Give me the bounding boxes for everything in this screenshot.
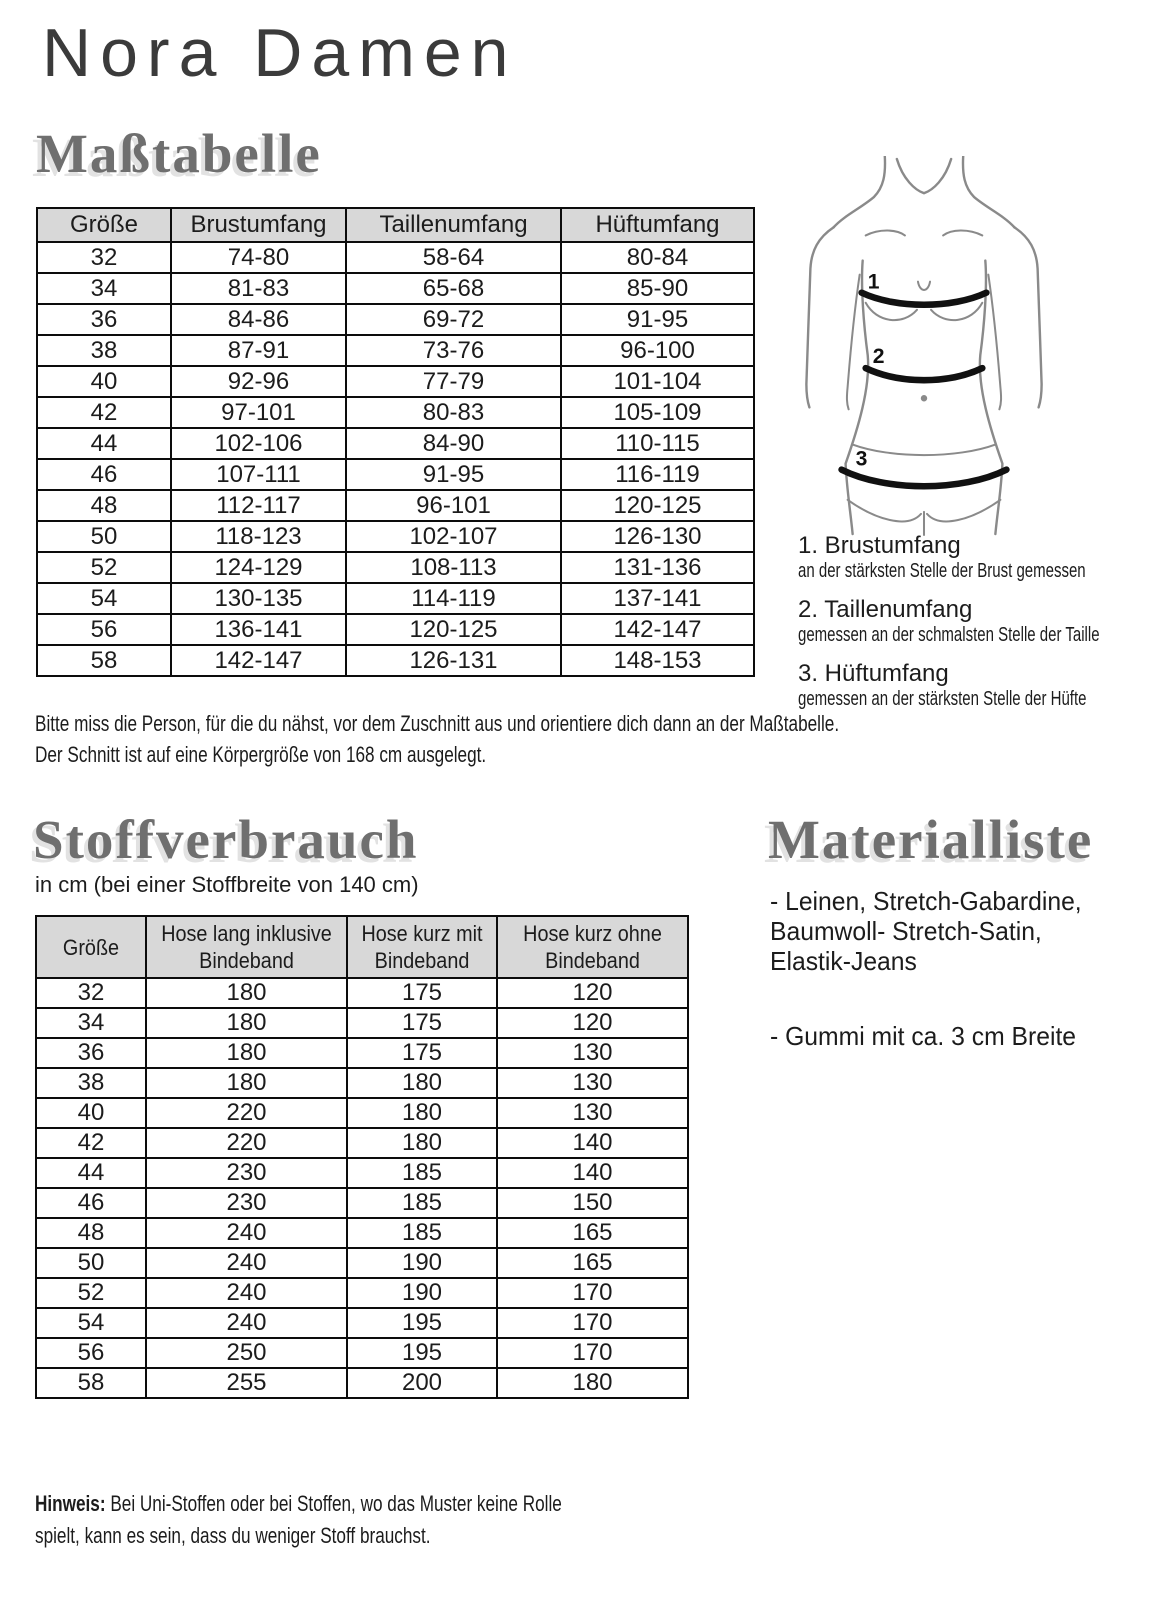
table-cell: 240 (146, 1248, 347, 1278)
table-row (37, 614, 754, 645)
table-cell: 84-90 (346, 428, 561, 459)
table-cell: 118-123 (171, 521, 346, 552)
table-cell: 230 (146, 1188, 347, 1218)
table-row (36, 1188, 688, 1218)
size-table-body (37, 242, 754, 676)
table-row (36, 1248, 688, 1278)
table-cell: 50 (36, 1248, 146, 1278)
table-cell: 170 (497, 1278, 688, 1308)
bust-band-label: 1 (867, 270, 880, 294)
size-table (36, 207, 755, 677)
column-header (146, 916, 347, 978)
table-cell: 42 (36, 1128, 146, 1158)
table-cell: 52 (36, 1278, 146, 1308)
table-row (36, 1368, 688, 1398)
table-cell: 120 (497, 978, 688, 1008)
masstabelle-heading: Maßtabelle (36, 123, 322, 184)
table-row (37, 366, 754, 397)
table-cell: 185 (347, 1188, 497, 1218)
table-row (36, 978, 688, 1008)
table-row (37, 645, 754, 676)
table-cell: 175 (347, 1038, 497, 1068)
fabric-table-head (36, 916, 688, 978)
legend-title: 1. Brustumfang (798, 532, 961, 559)
stoffverbrauch-heading: Stoffverbrauch (33, 809, 419, 870)
table-cell: 105-109 (561, 397, 754, 428)
table-cell: 124-129 (171, 552, 346, 583)
material-line: - Leinen, Stretch-Gabardine, (770, 886, 1082, 916)
material-line: Elastik-Jeans (770, 946, 917, 976)
table-cell: 116-119 (561, 459, 754, 490)
table-cell: 91-95 (561, 304, 754, 335)
table-cell: 240 (146, 1278, 347, 1308)
column-header-line: Brustumfang (190, 211, 327, 238)
table-cell: 46 (36, 1188, 146, 1218)
material-item-elastic (770, 1021, 1140, 1051)
table-row (36, 1218, 688, 1248)
table-cell: 170 (497, 1308, 688, 1338)
table-cell: 142-147 (171, 645, 346, 676)
table-row (37, 397, 754, 428)
body-measurement-figure-illustration (802, 156, 1046, 536)
fabric-hint-line (35, 1488, 562, 1520)
column-header (36, 916, 146, 978)
table-cell: 36 (37, 304, 171, 335)
column-header-line: Bindeband (545, 948, 640, 973)
table-cell: 130-135 (171, 583, 346, 614)
table-cell: 97-101 (171, 397, 346, 428)
table-cell: 130 (497, 1068, 688, 1098)
column-header (171, 208, 346, 242)
waist-band-label: 2 (872, 345, 885, 369)
table-cell: 190 (347, 1278, 497, 1308)
legend-title: 3. Hüftumfang (798, 660, 949, 687)
table-row (36, 1128, 688, 1158)
table-cell: 112-117 (171, 490, 346, 521)
fabric-hint (35, 1488, 710, 1552)
table-row (37, 242, 754, 273)
table-cell: 87-91 (171, 335, 346, 366)
table-cell: 180 (347, 1098, 497, 1128)
table-cell: 73-76 (346, 335, 561, 366)
table-row (37, 583, 754, 614)
table-cell: 58-64 (346, 242, 561, 273)
table-cell: 165 (497, 1248, 688, 1278)
table-cell: 32 (36, 978, 146, 1008)
table-cell: 175 (347, 978, 497, 1008)
table-cell: 52 (37, 552, 171, 583)
table-row (37, 459, 754, 490)
column-header (346, 208, 561, 242)
table-cell: 42 (37, 397, 171, 428)
table-cell: 240 (146, 1218, 347, 1248)
table-cell: 56 (36, 1338, 146, 1368)
table-cell: 50 (37, 521, 171, 552)
table-cell: 56 (37, 614, 171, 645)
table-cell: 48 (36, 1218, 146, 1248)
table-cell: 74-80 (171, 242, 346, 273)
material-list (770, 886, 1140, 1051)
material-line: Baumwoll- Stretch-Satin, (770, 916, 1042, 946)
column-header-line: Größe (69, 211, 138, 238)
table-cell: 137-141 (561, 583, 754, 614)
table-cell: 114-119 (346, 583, 561, 614)
table-row (36, 1008, 688, 1038)
fabric-hint-label: Hinweis: (35, 1491, 106, 1516)
table-cell: 108-113 (346, 552, 561, 583)
table-cell: 44 (36, 1158, 146, 1188)
table-cell: 40 (37, 366, 171, 397)
table-cell: 250 (146, 1338, 347, 1368)
table-cell: 58 (36, 1368, 146, 1398)
table-cell: 77-79 (346, 366, 561, 397)
table-cell: 180 (146, 1068, 347, 1098)
table-cell: 130 (497, 1098, 688, 1128)
table-cell: 84-86 (171, 304, 346, 335)
table-row (37, 552, 754, 583)
fabric-consumption-table (35, 915, 689, 1399)
fabric-table-body (36, 978, 688, 1398)
table-row (37, 304, 754, 335)
table-cell: 180 (146, 1038, 347, 1068)
legend-desc: gemessen an der schmalsten Stelle der Taille (798, 624, 1100, 646)
table-cell: 102-107 (346, 521, 561, 552)
table-cell: 180 (347, 1128, 497, 1158)
table-row (36, 1278, 688, 1308)
legend-desc: an der stärksten Stelle der Brust gemessen (798, 560, 1086, 582)
table-cell: 185 (347, 1158, 497, 1188)
fabric-hint-line: spielt, kann es sein, dass du weniger Stoff brauchst. (35, 1523, 431, 1548)
table-cell: 220 (146, 1128, 347, 1158)
column-header (347, 916, 497, 978)
table-cell: 165 (497, 1218, 688, 1248)
table-cell: 170 (497, 1338, 688, 1368)
hip-band-label: 3 (855, 447, 868, 471)
column-header (37, 208, 171, 242)
table-cell: 40 (36, 1098, 146, 1128)
table-cell: 54 (36, 1308, 146, 1338)
table-cell: 130 (497, 1038, 688, 1068)
table-row (36, 1158, 688, 1188)
column-header-line: Größe (62, 934, 120, 960)
table-cell: 180 (146, 978, 347, 1008)
size-table-head (37, 208, 754, 242)
table-cell: 80-84 (561, 242, 754, 273)
table-cell: 136-141 (171, 614, 346, 645)
table-cell: 185 (347, 1218, 497, 1248)
table-row (37, 335, 754, 366)
fabric-hint-text: Bei Uni-Stoffen oder bei Stoffen, wo das Muster keine Rolle (105, 1491, 562, 1516)
column-header (497, 916, 688, 978)
stoffverbrauch-subtitle: in cm (bei einer Stoffbreite von 140 cm) (35, 872, 419, 897)
legend-item-bust (798, 531, 1149, 582)
header-row (36, 916, 688, 978)
table-cell: 190 (347, 1248, 497, 1278)
table-cell: 120-125 (346, 614, 561, 645)
measuring-note-line: Der Schnitt ist auf eine Körpergröße von 168 cm ausgelegt. (35, 742, 487, 767)
materialliste-heading: Materialliste (768, 809, 1094, 870)
table-cell: 140 (497, 1128, 688, 1158)
column-header-line: Hose kurz ohne (523, 921, 662, 946)
table-cell: 148-153 (561, 645, 754, 676)
table-cell: 131-136 (561, 552, 754, 583)
table-cell: 38 (37, 335, 171, 366)
table-row (37, 490, 754, 521)
header-row (37, 208, 754, 242)
table-row (36, 1098, 688, 1128)
column-header-line: Taillenumfang (379, 211, 528, 238)
material-item-fabrics (770, 886, 1140, 976)
measuring-note-line: Bitte miss die Person, für die du nähst, vor dem Zuschnitt aus und orientiere dich dann an der Maßtabelle. (35, 711, 840, 736)
legend-desc: gemessen an der stärksten Stelle der Hüfte (798, 688, 1087, 710)
table-row (37, 428, 754, 459)
column-header-line: Hose lang inklusive (161, 921, 332, 946)
table-cell: 34 (36, 1008, 146, 1038)
table-cell: 255 (146, 1368, 347, 1398)
table-cell: 101-104 (561, 366, 754, 397)
column-header (561, 208, 754, 242)
table-cell: 80-83 (346, 397, 561, 428)
table-cell: 126-130 (561, 521, 754, 552)
table-cell: 195 (347, 1308, 497, 1338)
table-cell: 142-147 (561, 614, 754, 645)
column-header-line: Bindeband (374, 948, 470, 973)
measurement-figure (802, 156, 1046, 536)
table-cell: 92-96 (171, 366, 346, 397)
table-cell: 120 (497, 1008, 688, 1038)
table-cell: 240 (146, 1308, 347, 1338)
table-cell: 44 (37, 428, 171, 459)
table-cell: 230 (146, 1158, 347, 1188)
table-cell: 38 (36, 1068, 146, 1098)
table-row (36, 1068, 688, 1098)
table-row (36, 1338, 688, 1368)
table-cell: 65-68 (346, 273, 561, 304)
table-cell: 46 (37, 459, 171, 490)
table-cell: 180 (347, 1068, 497, 1098)
legend-item-hip (798, 659, 1149, 710)
table-cell: 120-125 (561, 490, 754, 521)
table-row (37, 273, 754, 304)
table-cell: 110-115 (561, 428, 754, 459)
table-row (37, 521, 754, 552)
table-row (36, 1038, 688, 1068)
legend-title: 2. Taillenumfang (798, 596, 973, 623)
table-cell: 107-111 (171, 459, 346, 490)
material-line: - Gummi mit ca. 3 cm Breite (770, 1021, 1077, 1051)
table-cell: 32 (37, 242, 171, 273)
table-cell: 200 (347, 1368, 497, 1398)
table-cell: 96-100 (561, 335, 754, 366)
table-cell: 140 (497, 1158, 688, 1188)
table-cell: 54 (37, 583, 171, 614)
pattern-title: Nora Damen (42, 15, 518, 91)
table-cell: 180 (497, 1368, 688, 1398)
measurement-legend (798, 531, 1149, 723)
column-header-line: Hüftumfang (595, 211, 720, 238)
table-cell: 81-83 (171, 273, 346, 304)
table-cell: 85-90 (561, 273, 754, 304)
table-cell: 150 (497, 1188, 688, 1218)
table-cell: 180 (146, 1008, 347, 1038)
table-cell: 96-101 (346, 490, 561, 521)
legend-item-waist (798, 595, 1149, 646)
table-cell: 175 (347, 1008, 497, 1038)
table-row (36, 1308, 688, 1338)
measuring-note (35, 708, 1066, 770)
column-header-line: Hose kurz mit (361, 921, 483, 946)
table-cell: 69-72 (346, 304, 561, 335)
table-cell: 91-95 (346, 459, 561, 490)
table-cell: 220 (146, 1098, 347, 1128)
table-cell: 58 (37, 645, 171, 676)
table-cell: 195 (347, 1338, 497, 1368)
table-cell: 102-106 (171, 428, 346, 459)
column-header-line: Bindeband (199, 948, 294, 973)
table-cell: 48 (37, 490, 171, 521)
table-cell: 126-131 (346, 645, 561, 676)
table-cell: 36 (36, 1038, 146, 1068)
table-cell: 34 (37, 273, 171, 304)
